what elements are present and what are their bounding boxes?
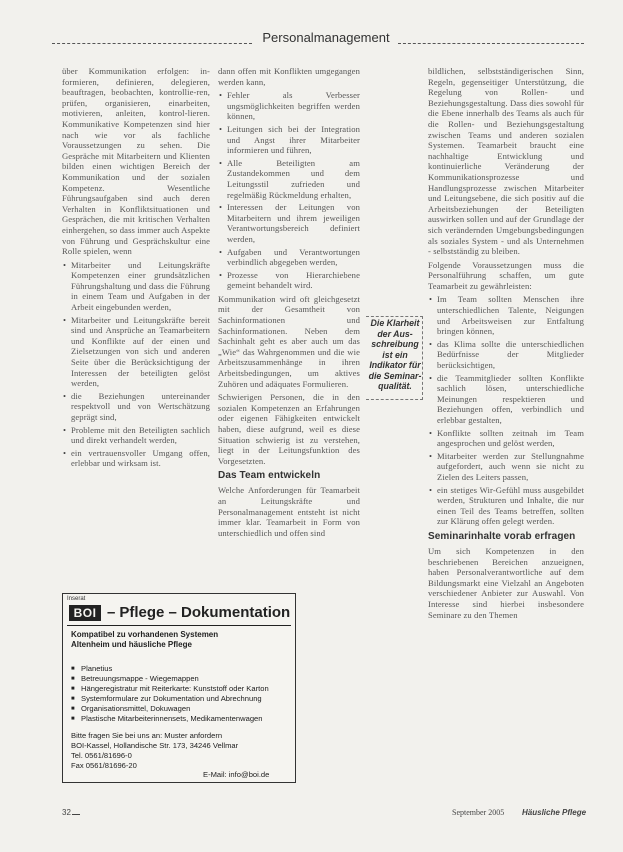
pull-quote-line: Die Klarheit [370,318,420,328]
ad-title: – Pflege – Dokumentation [107,604,290,621]
column-3-paragraph: Folgende Voraussetzungen muss die Personalführung schaffen, um gute Teamarbeit zu gewährleisten: [428,259,584,291]
bullet-item: • das Klima sollte die unterschiedlichen Bedürfnisse der Mitglieder berücksichtigen, [437,339,584,371]
article-column-2 [218,66,360,541]
page-number: 32 [62,808,80,817]
bullet-item: • Probleme mit den Beteiligten sachlich und direkt verhandelt werden, [71,425,210,446]
bullet-item: • Leitungen sich bei der Integration und Angst ihrer Mitarbeiter informieren und führen, [227,124,360,156]
ad-feature-item: ■ Organisationsmittel, Dokuwagen [71,704,291,714]
ad-feature-item: ■ Hängeregistratur mit Reiterkarte: Kunststoff oder Karton [71,684,291,694]
ad-feature-item: ■ Planetius [71,664,291,674]
column-1-intro: über Kommunikation erfolgen: in-formieren, definieren, delegieren, beauftragen, beobachten, kontrollie-ren, prüfen, organisieren, einarbeiten, motivieren, anleiten, kontrol-lieren. Kommunikative Kompetenzen sind hier nach wie vor als fachliche Voraussetzungen zu sehen. Die Gespräche mit Mitarbeitern und Klienten bilden einen wichtigen Bereich der Kommunikation und der sozialen Kompetenz. Wesentliche Führungsaufgaben sind auch deren Verhalten in Konfliktsituationen und Gesprächen, die mit kritischen Verhalten einhergehen, so dass immer auch Aspekte von Führung und Gesprächskultur eine Rolle spielen, wenn [62,66,210,257]
advertisement-box [62,593,296,783]
column-1-bullet-list [62,260,210,469]
ad-feature-list [71,664,291,724]
ad-contact-line: BOI-Kassel, Hollandische Str. 173, 34246 Vellmar [71,741,239,750]
bullet-item: • die Beziehungen untereinander respektvoll und von Wertschätzung geprägt sind, [71,391,210,423]
pull-quote-line: Indikator für [369,360,421,370]
section-heading-seminar: Seminarinhalte vorab erfragen [428,530,576,542]
ad-label: Inserat [67,596,86,602]
bullet-item: • Alle Beteiligten am Zustandekommen und dem Leitungsstil zufrieden und regelmäßig Rückmeldung erhalten, [227,158,360,200]
page-header-title: Personalmanagement [262,30,390,45]
pull-quote-line: der Aus- [377,328,413,339]
ad-subtitle-line: Altenheim und häusliche Pflege [71,640,192,649]
bullet-item: • Mitarbeiter und Leitungskräfte bereit sind und Ansprüche an Teamarbeitern und Konflikte auf der einen und Zielsetzungen von sich und anderen Seite über die Berücksichtigung der Interessen der beteiligten gelöst werden, [71,315,210,389]
ad-subtitle-line: Kompatibel zu vorhandenen Systemen [71,630,219,639]
article-column-3 [428,66,584,623]
ad-feature-item: ■ Betreuungsmappe - Wiegemappen [71,674,291,684]
pull-quote-line: schreibung [371,339,419,349]
bullet-item: • Aufgaben und Verantwortungen verbindlich abgegeben werden, [227,247,360,268]
ad-email: E-Mail: info@boi.de [203,770,270,779]
ad-subtitle [71,630,291,650]
column-3-bullet-list [428,294,584,526]
pull-quote-line: die Seminar- [368,370,422,381]
column-2-bullet-list [218,90,360,291]
footer-magazine-name: Häusliche Pflege [522,808,587,817]
ad-contact-block [71,731,291,771]
bullet-item: • Im Team sollten Menschen ihre unterschiedlichen Talente, Neigungen und Arbeitsweisen zur Entfaltung bringen können, [437,294,584,336]
pull-quote-line: qualität. [378,381,412,391]
ad-feature-item: ■ Plastische Mitarbeiterinnensets, Medikamentenwagen [71,714,291,724]
column-2-paragraph: Kommunikation wird oft gleichgesetzt mit der Gesamtheit von Sachinformationen und Sachinformationen. Neben dem Sachinhalt geht es aber auch um das „Wie“ das Wahrgenommen und die wie Arbeitszusammenhänge in ihren Arbeitsbedingungen, um aktives Zuhören und adäquates Formulieren. [218,293,360,389]
header-rule-left [52,43,252,44]
ad-logo: BOI [69,605,101,621]
ad-contact-line: Tel. 0561/81696-0 [71,751,132,760]
bullet-item: • ein vertrauensvoller Umgang offen, erlebbar und wirksam ist. [71,448,210,469]
column-2-paragraph: Schwierigen Personen, die in den sozialen Kompetenzen an Erfahrungen oder eigenen Fähigkeiten entwickelt haben, diese aufgrund, weil es diese Situation schwierig ist zu verstehen, liegt in der Leitungsfunktion des Vorgesetzten. [218,392,360,466]
column-2-intro: dann offen mit Konflikten umgegangen werden kann, [218,66,360,87]
ad-contact-line: Bitte fragen Sie bei uns an: Muster anfordern [71,731,223,740]
ad-divider [67,625,291,626]
bullet-item: • Mitarbeiter werden zur Stellungnahme aufgefordert, auch wenn sie nicht zu Zielen des Leiters passen, [437,451,584,483]
ad-contact-line: Fax 0561/81696-20 [71,761,137,770]
footer-issue-date: September 2005 [452,808,505,817]
ad-feature-item: ■ Systemformulare zur Dokumentation und Abrechnung [71,694,291,704]
bullet-item: • Interessen der Leitungen von Mitarbeitern und ihrem jeweiligen Verantwortungsbereich definiert werden, [227,202,360,244]
column-2-paragraph: Welche Anforderungen für Teamarbeit an Leitungskräfte und Personalmanagement entsteht ist nicht immer klar. Teamarbeit in Form von unterschiedlich und offen sind [218,485,360,538]
bullet-item: • ein stetiges Wir-Gefühl muss ausgebildet werden, Strukturen und Inhalte, die nur einen Teil des Teams betreffen, sollten zur Klärung offen gelegt werden. [437,485,584,527]
column-3-paragraph: bildlichen, selbstständigerischen Sinn, Regeln, gegenseitiger Unterstützung, die Regelung von Rollen- und Beziehungsgestaltung. Dass dies sowohl für die Ebene innerhalb des Teams als auch für die Rollen- und Beziehungsgestaltung zwischen Teams und anderen sozialen Systemen. Teamarbeit braucht eine nachhaltige Entwicklung und kontinuierliche Veränderung der Kommunikationsprozesse und Handlungsprozesse zwischen Mitarbeiter und Leitungsebene, die sich positiv auf die Arbeitsbeziehungen der Beteiligten auswirken sollen und auf der Grundlage der sich verändernden Umgebungsbedingungen als soziales System - und als Unternehmen - selbstständig zu bleiben. [428,66,584,257]
article-column-1 [62,66,210,472]
bullet-item: • die Teammitglieder sollten Konflikte sachlich lösen, unterschiedliche Meinungen respektieren und Beziehungen offen, verbindlich und erlebbar gestalten, [437,373,584,426]
bullet-item: • Mitarbeiter und Leitungskräfte Kompetenzen einer grundsätzlichen Führungshaltung und dass die Führung in einem Team und Aufgaben in der Arbeit eingebunden werden, [71,260,210,313]
bullet-item: • Prozesse von Hierarchiebene gemeint behandelt wird. [227,270,360,291]
bullet-item: • Konflikte sollten zeitnah im Team angesprochen und gelöst werden, [437,428,584,449]
pull-quote [368,318,422,392]
header-rule-right [398,43,584,44]
section-heading-team: Das Team entwickeln [218,470,321,482]
column-3-paragraph: Um sich Kompetenzen in den beschriebenen Bereichen anzueignen, haben Personalverantwortliche auf dem Bildungsmarkt eine Vielzahl an Angeboten verschiedener Anbieter zur Auswahl. Von Interesse sind hierbei insbesondere Seminare zu den Themen [428,545,584,620]
bullet-item: • Fehler als Verbesser ungsmöglichkeiten begriffen werden können, [227,90,360,122]
pull-quote-line: ist ein [382,349,408,360]
